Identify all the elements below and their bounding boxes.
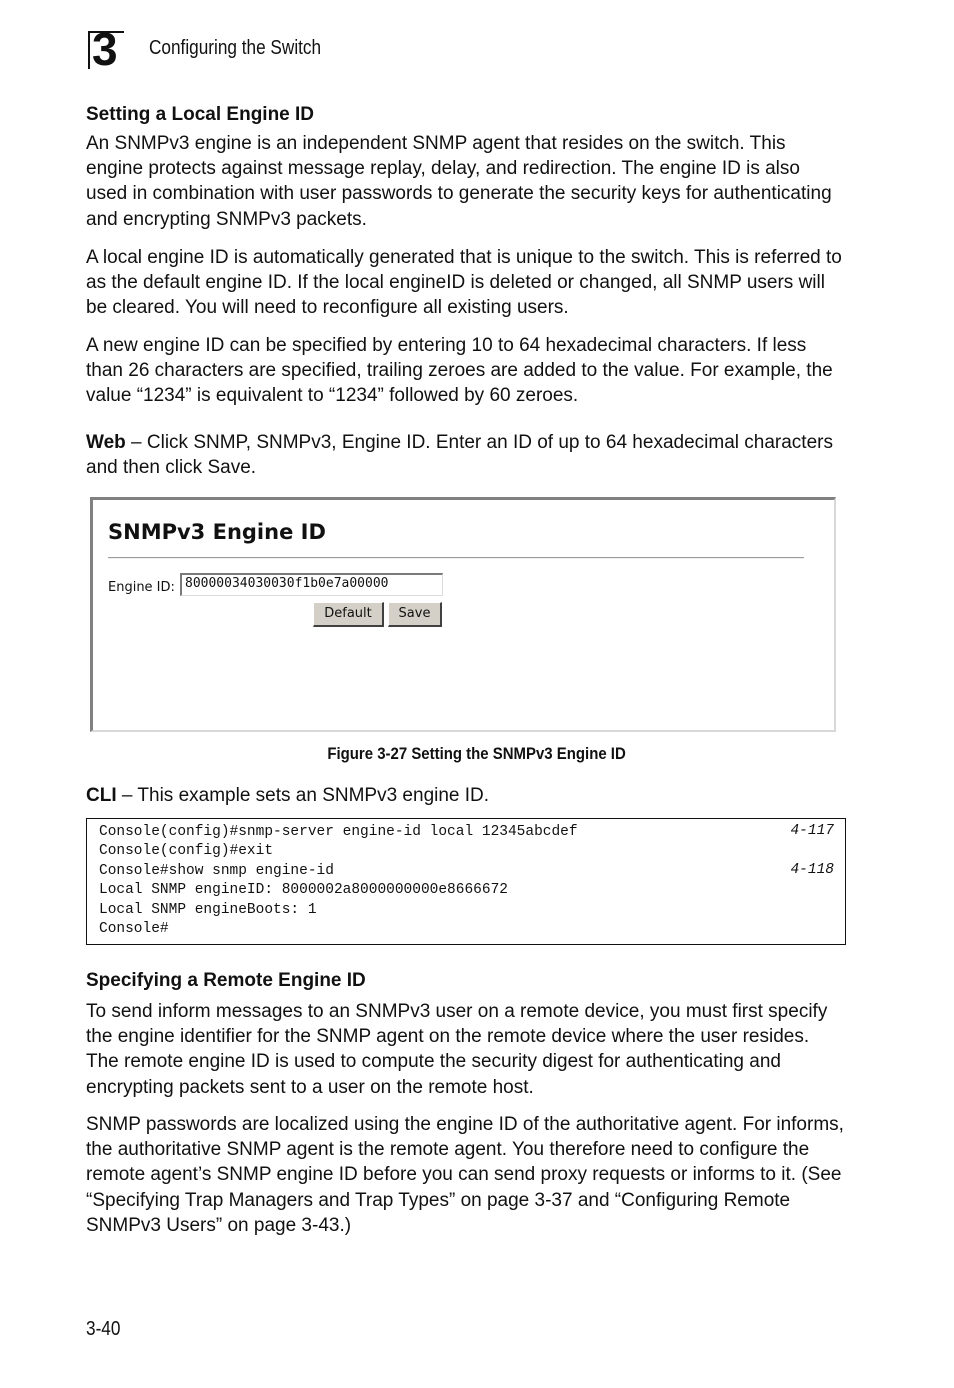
paragraph: A new engine ID can be specified by entering 10 to 64 hexadecimal characters. If less than 26 characters are specified, trailing zeroes are added to the value. For example, the value “1234” is equivalent to “1234” followed by 60 zeroes. (86, 335, 833, 407)
save-button[interactable]: Save (388, 602, 442, 627)
figure-caption-text: Figure 3-27 Setting the SNMPv3 Engine ID (327, 744, 627, 763)
engine-id-label: Engine ID: (108, 580, 175, 595)
engine-id-screenshot (90, 497, 836, 732)
code-line: Console#show snmp engine-id (99, 862, 334, 879)
command-page-ref: 4-118 (790, 861, 834, 878)
figure-caption (0, 744, 954, 764)
paragraph: To send inform messages to an SNMPv3 user on a remote device, you must first specify the engine identifier for the SNMP agent on the remote device where the user resides. The remote engine ID is used to compute the security digest for authenticating and encrypting packets sent to a user on the remote host. (86, 1001, 828, 1098)
running-head: Configuring the Switch (149, 37, 322, 59)
code-line: Local SNMP engineBoots: 1 (99, 901, 317, 918)
code-line: Console(config)#snmp-server engine-id local 12345abcdef (99, 824, 578, 840)
engine-id-input[interactable]: 80000034030030f1b0e7a00000 (180, 573, 443, 596)
page-number: 3-40 (86, 1318, 121, 1340)
cli-label: CLI (86, 785, 117, 806)
cli-code-block (86, 818, 846, 945)
code-line: Console(config)#exit (99, 843, 274, 860)
cli-instructions (86, 783, 846, 808)
section-heading: Setting a Local Engine ID (86, 104, 315, 125)
code-line: Console# (99, 921, 169, 937)
code-line: Local SNMP engineID: 8000002a8000000000e8666672 (99, 882, 508, 899)
web-text: – Click SNMP, SNMPv3, Engine ID. Enter an ID of up to 64 hexadecimal characters and then click Save. (86, 432, 833, 479)
default-button[interactable]: Default (313, 602, 384, 627)
title-divider (108, 557, 804, 559)
cli-intro-text: – This example sets an SNMPv3 engine ID. (116, 785, 490, 806)
web-label: Web (86, 432, 126, 453)
command-page-ref: 4-117 (790, 823, 834, 839)
figure-page-title: SNMPv3 Engine ID (108, 520, 326, 544)
paragraph: SNMP passwords are localized using the engine ID of the authoritative agent. For informs, the authoritative SNMP agent is the remote agent. You therefore need to configure the remote agent’s SNMP engine ID before you can send proxy requests or informs to it. (See “Specifying Trap Managers and Trap Types” on page 3-37 and “Configuring Remote SNMPv3 Users” on page 3-43.) (86, 1114, 844, 1236)
web-instructions (86, 430, 846, 480)
chapter-number-box (88, 23, 126, 75)
section-heading: Specifying a Remote Engine ID (86, 970, 366, 991)
paragraph: A local engine ID is automatically generated that is unique to the switch. This is referred to as the default engine ID. If the local engineID is deleted or changed, all SNMP users will be cleared. You will need to reconfigure all existing users. (86, 247, 842, 319)
chapter-number: 3 (92, 23, 118, 75)
paragraph: An SNMPv3 engine is an independent SNMP agent that resides on the switch. This engine protects against message replay, delay, and redirection. The engine ID is also used in combination with user passwords to generate the security keys for authenticating and encrypting SNMPv3 packets. (86, 133, 832, 230)
